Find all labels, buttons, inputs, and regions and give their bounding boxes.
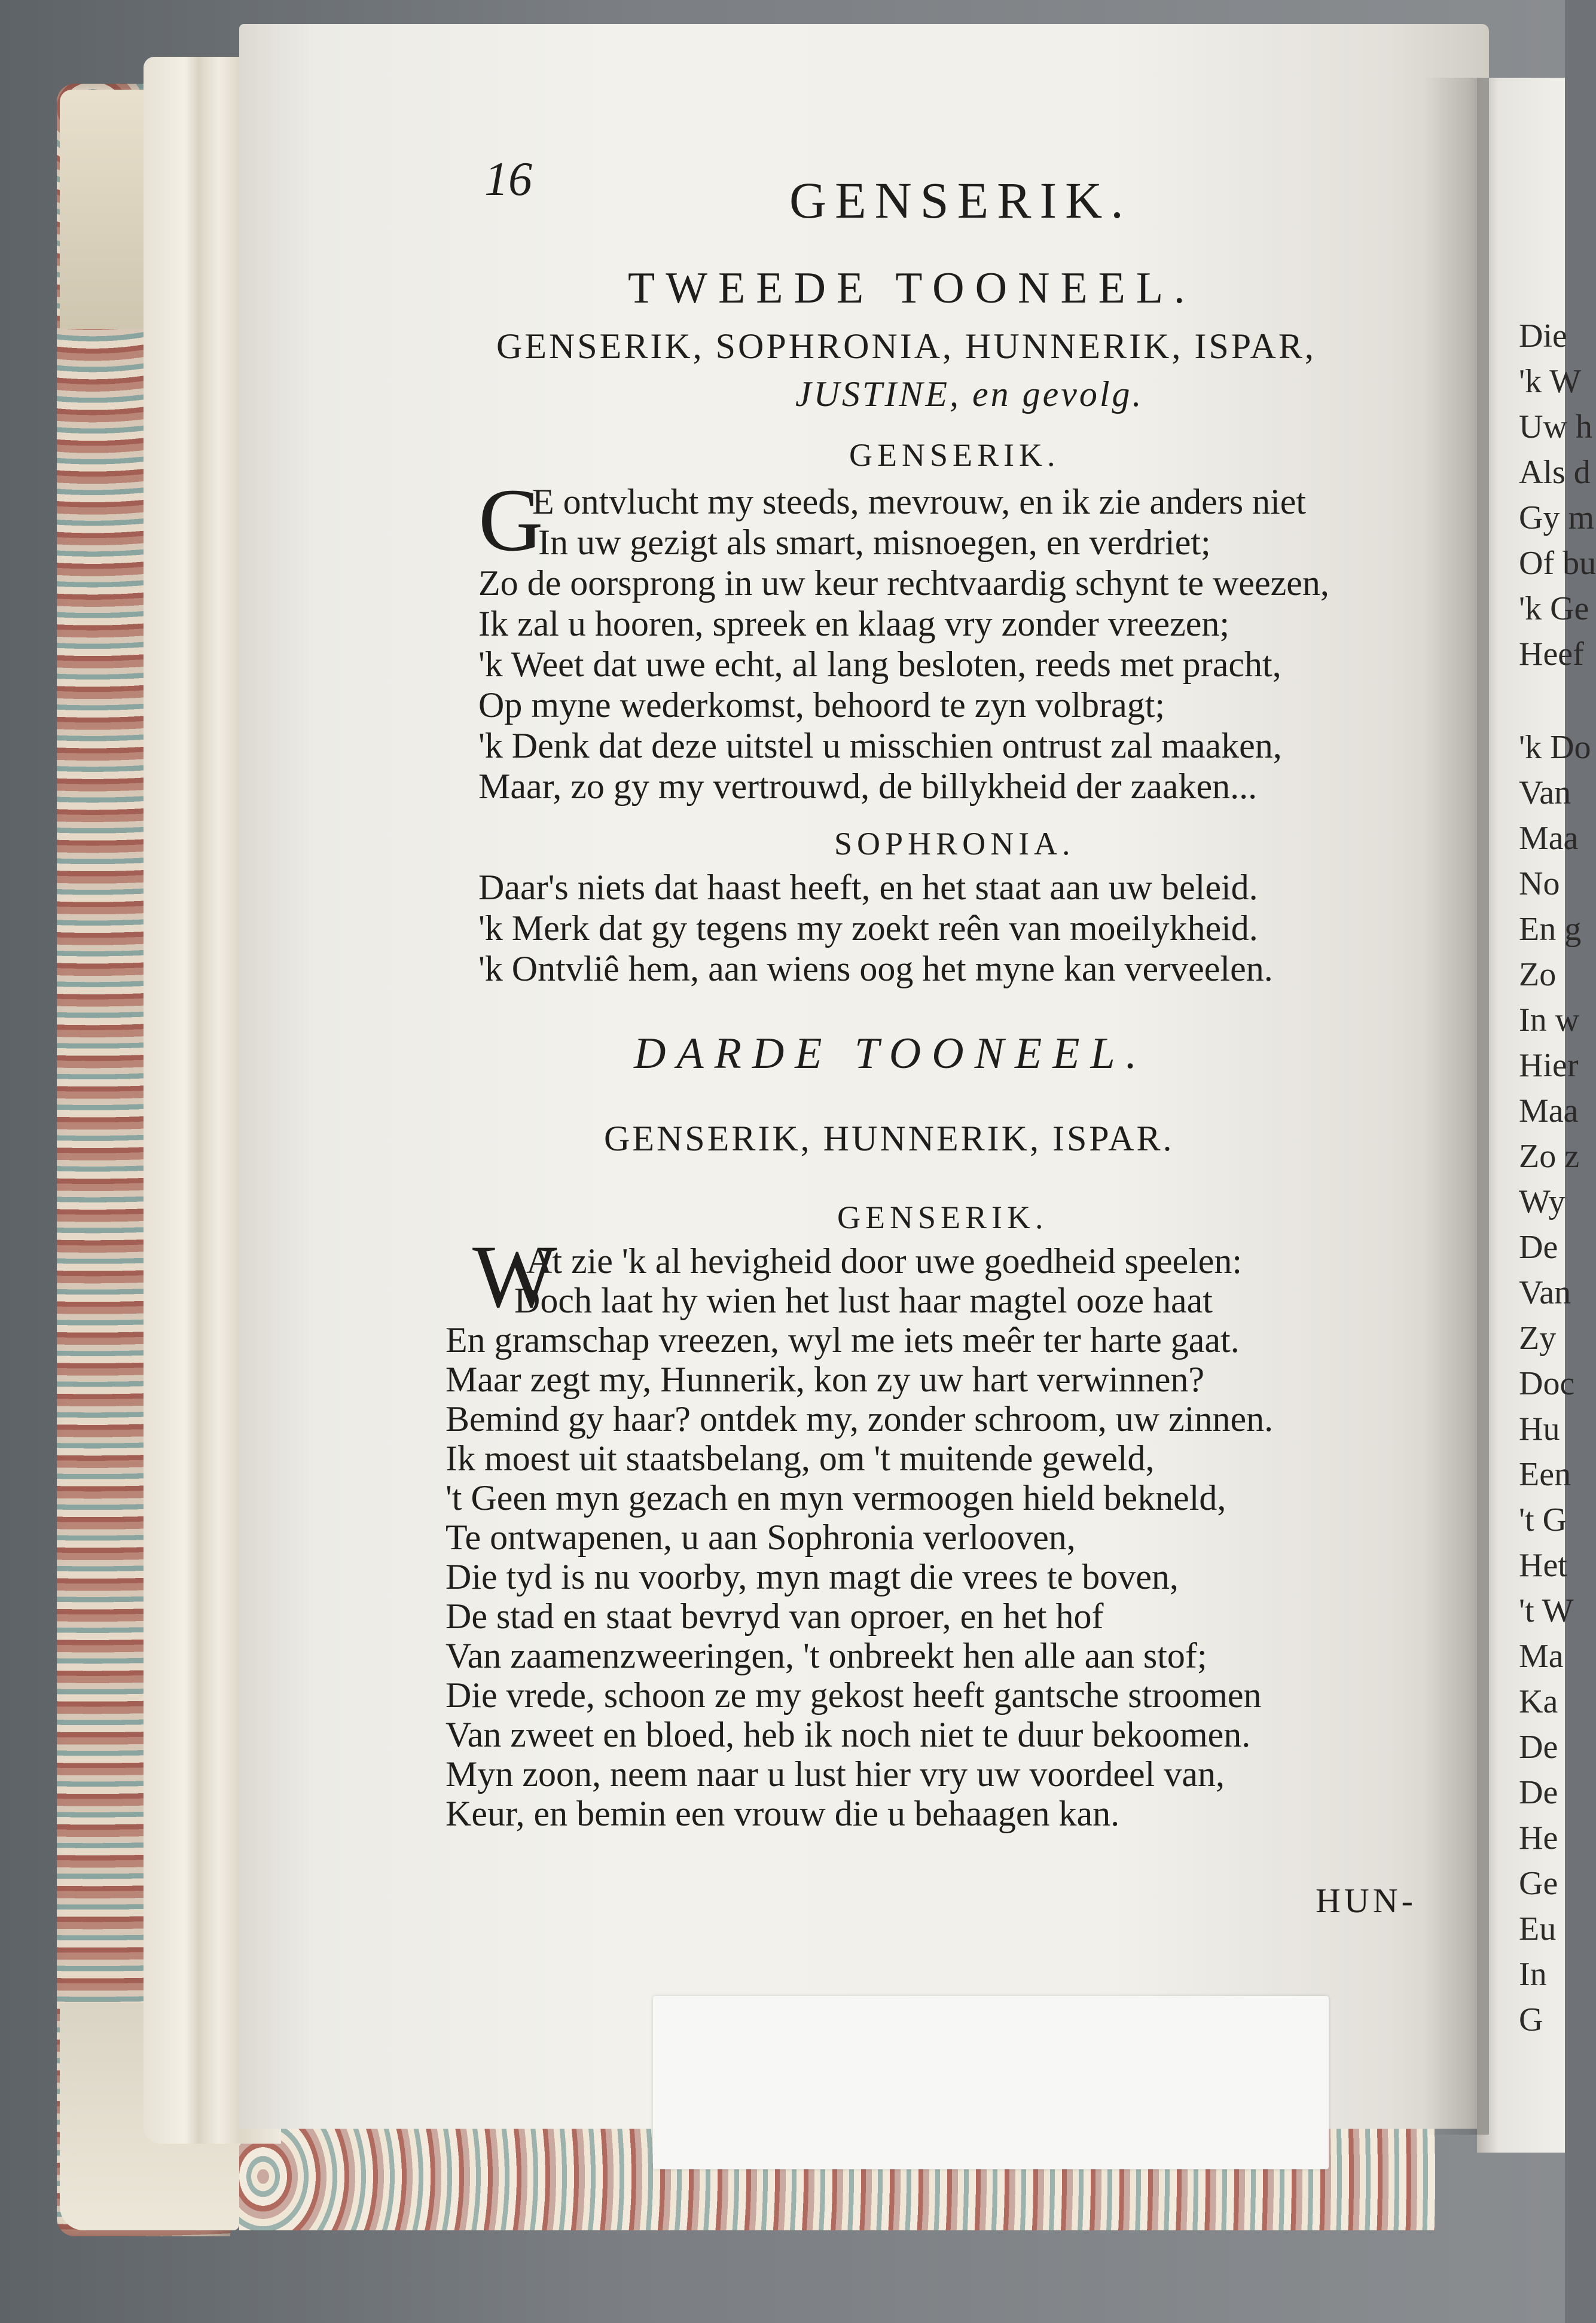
gutter-shadow: [1423, 78, 1489, 2135]
facing-line: Als d: [1519, 454, 1591, 491]
facing-line: Van: [1519, 1274, 1571, 1311]
verse-line: Op myne wederkomst, behoord te zyn volbragt;: [478, 685, 1165, 725]
facing-line: G: [1519, 2001, 1543, 2038]
running-head: GENSERIK.: [789, 172, 1132, 229]
verse-line: Ik moest uit staatsbelang, om 't muitende geweld,: [445, 1439, 1155, 1478]
facing-line: De: [1519, 1729, 1558, 1766]
facing-line: Heef: [1519, 636, 1584, 673]
verse-line: Bemind gy haar? ontdek my, zonder schroom, uw zinnen.: [445, 1399, 1274, 1439]
verse-line: De stad en staat bevryd van oproer, en het hof: [445, 1597, 1104, 1636]
verse-line: At zie 'k al hevigheid door uwe goedheid speelen:: [526, 1241, 1243, 1281]
facing-line: Van: [1519, 774, 1571, 811]
verse-line: 'k Merk dat gy tegens my zoekt reên van moeilykheid.: [478, 908, 1258, 948]
drop-cap: G: [478, 471, 544, 570]
facing-line: 'k Do: [1519, 729, 1591, 766]
facing-line: 't W: [1519, 1592, 1574, 1629]
verse-line: 'k Ontvliê hem, aan wiens oog het myne kan verveelen.: [478, 949, 1273, 988]
verse-line: Die vrede, schoon ze my gekost heeft gantsche stroomen: [445, 1675, 1262, 1715]
facing-line: De: [1519, 1774, 1558, 1811]
speaker-name: GENSERIK.: [849, 437, 1060, 473]
verse-line: Ik zal u hooren, spreek en klaag vry zonder vreezen;: [478, 604, 1230, 643]
speaker-name: GENSERIK.: [837, 1199, 1048, 1235]
facing-line: Maa: [1519, 1092, 1579, 1130]
facing-line: Maa: [1519, 820, 1579, 857]
facing-line: In: [1519, 1956, 1547, 1993]
verse-line: 't Geen myn gezach en myn vermoogen hield bekneld,: [445, 1478, 1226, 1518]
facing-line: Hier: [1519, 1047, 1579, 1084]
verse-line: Van zaamenzweeringen, 't onbreekt hen alle aan stof;: [445, 1636, 1207, 1675]
facing-line: Een: [1519, 1456, 1571, 1493]
scene-title: TWEEDE TOONEEL.: [628, 264, 1196, 313]
facing-line: Wy: [1519, 1183, 1566, 1220]
verse-line: En gramschap vreezen, wyl me iets meêr ter harte gaat.: [445, 1320, 1240, 1360]
verse-line: Myn zoon, neem naar u lust hier vry uw voordeel van,: [445, 1754, 1225, 1794]
verse-line: Te ontwapenen, u aan Sophronia verlooven,: [445, 1518, 1076, 1557]
white-label: [653, 1996, 1329, 2169]
facing-line: 't G: [1519, 1501, 1567, 1539]
catchword: HUN-: [1316, 1881, 1417, 1920]
speaker-name: SOPHRONIA.: [834, 826, 1075, 862]
facing-line: Doc: [1519, 1365, 1575, 1402]
verse-line: 'k Denk dat deze uitstel u misschien ontrust zal maaken,: [478, 726, 1282, 765]
facing-line: Hu: [1519, 1411, 1560, 1448]
verse-line: 'k Weet dat uwe echt, al lang besloten, reeds met pracht,: [478, 645, 1281, 684]
verse-line: Maar zegt my, Hunnerik, kon zy uw hart verwinnen?: [445, 1360, 1205, 1399]
facing-line: 'k W: [1519, 363, 1581, 400]
facing-line: Zo z: [1519, 1138, 1580, 1175]
facing-line: Ma: [1519, 1638, 1564, 1675]
verse-line: Zo de oorsprong in uw keur rechtvaardig schynt te weezen,: [478, 563, 1329, 603]
facing-line: He: [1519, 1820, 1558, 1857]
verse-line: Die tyd is nu voorby, myn magt die vrees te boven,: [445, 1557, 1179, 1597]
facing-line: Het: [1519, 1547, 1567, 1584]
page-number: 16: [484, 153, 532, 206]
facing-line: Die: [1519, 318, 1567, 355]
facing-line: Uw h: [1519, 408, 1592, 445]
cast-list: JUSTINE, en gevolg.: [795, 374, 1144, 414]
verse-line: E ontvlucht my steeds, mevrouw, en ik zie anders niet: [532, 482, 1307, 521]
scene-title: DARDE TOONEEL.: [634, 1029, 1148, 1078]
facing-line: No: [1519, 865, 1560, 902]
facing-line: Of bu: [1519, 545, 1596, 582]
cast-list: GENSERIK, SOPHRONIA, HUNNERIK, ISPAR,: [496, 326, 1316, 366]
verse-line: Keur, en bemin een vrouw die u behaagen kan.: [445, 1794, 1120, 1833]
verse-line: Daar's niets dat haast heeft, en het staat aan uw beleid.: [478, 868, 1258, 907]
verse-line: Doch laat hy wien het lust haar magtel ooze haat: [514, 1281, 1213, 1320]
facing-line: Zo: [1519, 956, 1557, 993]
verse-line: Van zweet en bloed, heb ik noch niet te duur bekoomen.: [445, 1715, 1251, 1754]
facing-line: En g: [1519, 911, 1582, 948]
facing-line: Gy m: [1519, 499, 1594, 536]
facing-line: De: [1519, 1229, 1558, 1266]
facing-line: In w: [1519, 1002, 1580, 1039]
facing-line: Ka: [1519, 1683, 1558, 1720]
verse-line: Maar, zo gy my vertrouwd, de billykheid der zaaken...: [478, 767, 1258, 806]
verse-line: In uw gezigt als smart, misnoegen, en verdriet;: [538, 523, 1211, 562]
cast-list: GENSERIK, HUNNERIK, ISPAR.: [604, 1119, 1174, 1158]
facing-line: Ge: [1519, 1865, 1558, 1902]
drop-cap: W: [472, 1227, 557, 1326]
facing-line: Eu: [1519, 1910, 1557, 1947]
facing-line: Zy: [1519, 1320, 1557, 1357]
facing-line: 'k Ge: [1519, 590, 1589, 627]
